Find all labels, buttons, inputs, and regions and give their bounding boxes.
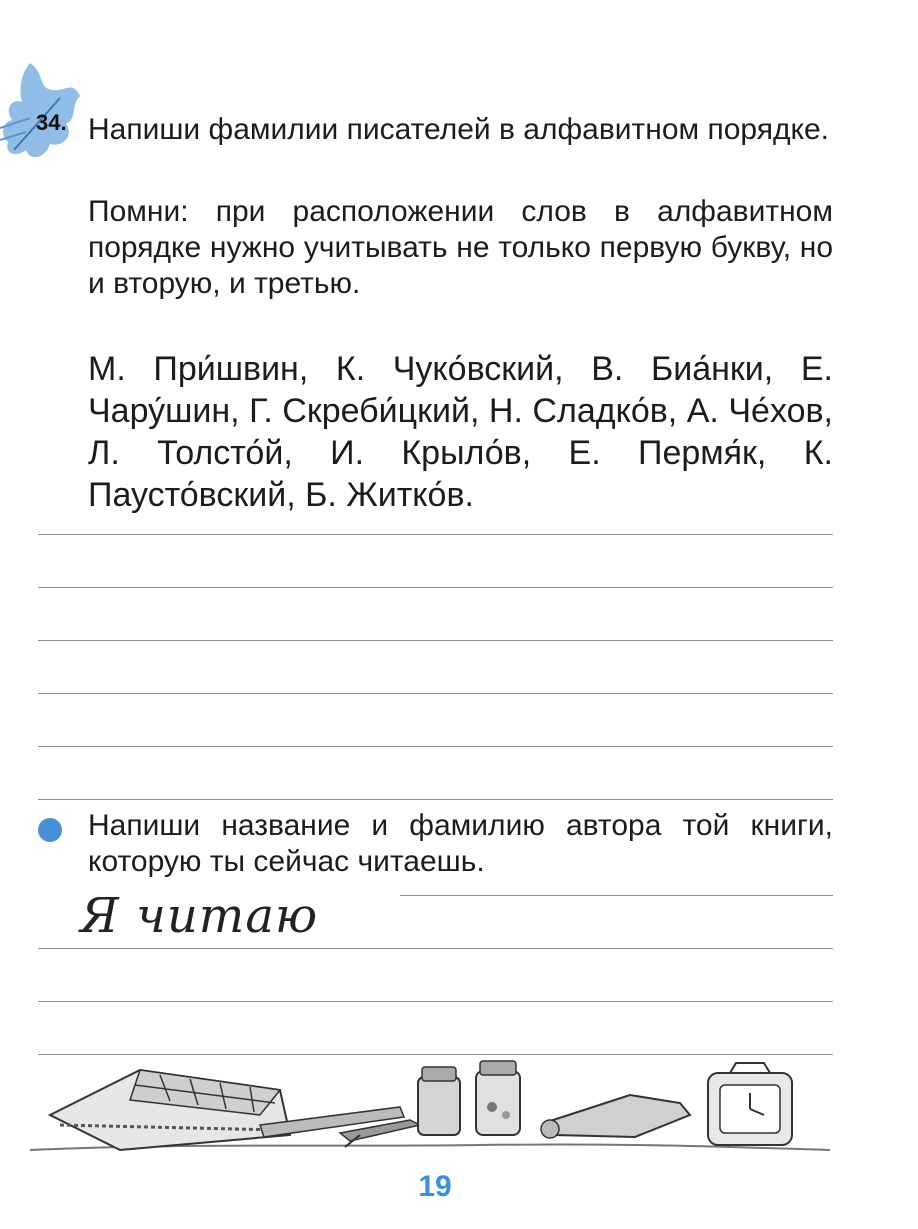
writing-line (38, 693, 833, 694)
writing-line (400, 895, 833, 896)
writing-line (38, 587, 833, 588)
bullet-icon (38, 818, 62, 842)
pencil-case-icon (50, 1070, 290, 1150)
task2-instruction (88, 808, 833, 880)
writing-line (38, 640, 833, 641)
writer-names (88, 348, 833, 516)
instruction-text: Напиши фамилии писателей в алфавитном порядке. (88, 113, 830, 146)
task-number: 34. (36, 110, 67, 135)
names-text: М. При́швин, К. Чуко́вский, В. Биа́нки, Е. Чару́шин, Г. Скреби́цкий, Н. Сладко́в, А. Че́хов, Л. Толсто́й, И. Крыло́в, Е. Пермя́к, К. Паусто́вский, Б. Житко́в. (88, 350, 833, 514)
school-supplies-illustration (30, 1055, 830, 1165)
handwritten-text: Я читаю (80, 888, 319, 944)
page-number: 19 (418, 1170, 452, 1203)
writing-line (38, 534, 833, 535)
writing-line (38, 746, 833, 747)
paint-jar-icon (418, 1061, 520, 1135)
writing-line (38, 799, 833, 800)
writing-line (38, 1001, 833, 1002)
writing-line (38, 948, 833, 949)
task-note (88, 194, 833, 302)
task2-text: Напиши название и фамилию автора той книги, которую ты сейчас читаешь. (88, 809, 833, 878)
task-instruction (88, 112, 833, 148)
alarm-clock-icon (708, 1063, 792, 1145)
paint-tube-icon (541, 1095, 690, 1138)
note-text: Помни: при расположении слов в алфавитном порядке нужно учитывать не только первую букву, но и вторую, и третью. (88, 195, 833, 300)
